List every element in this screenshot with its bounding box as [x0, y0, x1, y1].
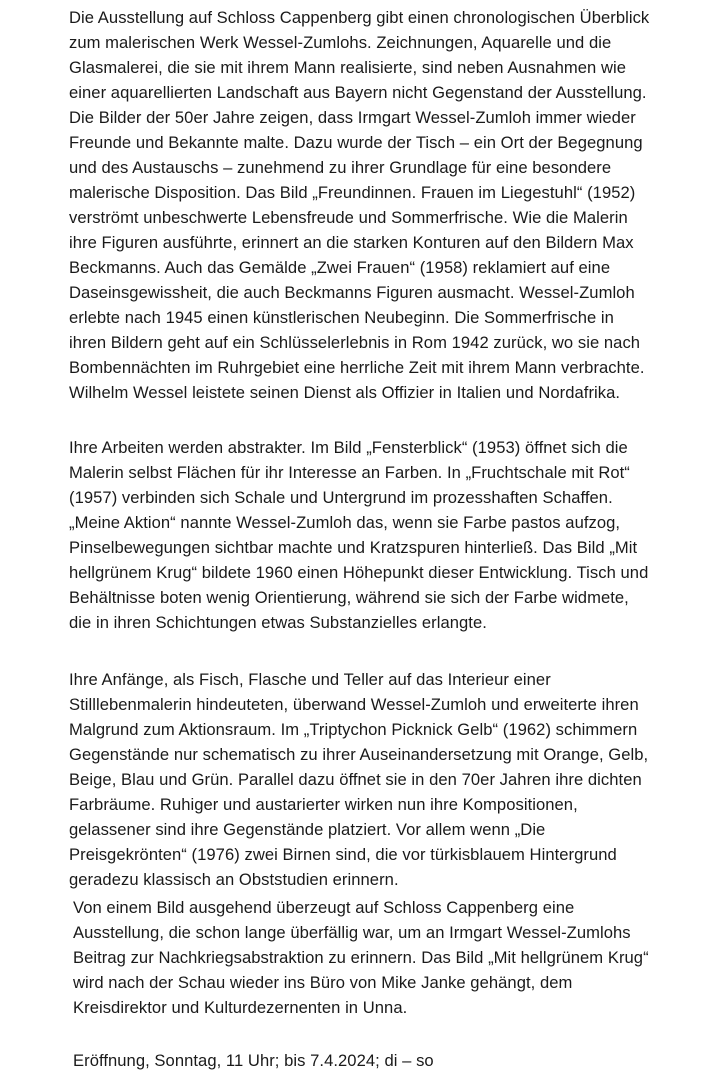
text-line: Die Bilder der 50er Jahre zeigen, dass Irmgart Wessel-Zumloh immer wieder — [69, 108, 636, 127]
text-line: Wilhelm Wessel leistete seinen Dienst als Offizier in Italien und Nordafrika. — [69, 383, 621, 402]
text-line: Von einem Bild ausgehend überzeugt auf Schloss Cappenberg eine — [73, 898, 575, 917]
text-line: zum malerischen Werk Wessel-Zumlohs. Zeichnungen, Aquarelle und die — [69, 33, 612, 52]
text-line: die in ihren Schichtungen etwas Substanzielles erlangte. — [69, 613, 487, 632]
text-line: Ihre Anfänge, als Fisch, Flasche und Teller auf das Interieur einer — [69, 670, 551, 689]
opening-hours-line: Eröffnung, Sonntag, 11 Uhr; bis 7.4.2024; di – so — [73, 1051, 434, 1070]
text-line: geradezu klassisch an Obststudien erinnern. — [69, 870, 399, 889]
text-line: Glasmalerei, die sie mit ihrem Mann realisierte, sind neben Ausnahmen wie — [69, 58, 627, 77]
text-line: Beitrag zur Nachkriegsabstraktion zu erinnern. Das Bild „Mit hellgrünem Krug“ — [73, 948, 649, 967]
text-line: „Meine Aktion“ nannte Wessel-Zumloh das, wenn sie Farbe pastos aufzog, — [69, 513, 621, 532]
text-line: Pinselbewegungen sichtbar machte und Kratzspuren hinterließ. Das Bild „Mit — [69, 538, 638, 557]
text-line: Malerin selbst Flächen für ihr Interesse an Farben. In „Fruchtschale mit Rot“ — [69, 463, 630, 482]
text-line: verströmt unbeschwerte Lebensfreude und Sommerfrische. Wie die Malerin — [69, 208, 628, 227]
text-line: Bombennächten im Ruhrgebiet eine herrliche Zeit mit ihrem Mann verbrachte. — [69, 358, 645, 377]
text-line: gelassener sind ihre Gegenstände platziert. Vor allem wenn „Die — [69, 820, 546, 839]
text-line: Stilllebenmalerin hindeuteten, überwand Wessel-Zumloh und erweiterte ihren — [69, 695, 639, 714]
text-line: Daseinsgewissheit, die auch Beckmanns Figuren ausmacht. Wessel-Zumloh — [69, 283, 635, 302]
text-line: ihren Bildern geht auf ein Schlüsselerlebnis in Rom 1942 zurück, wo sie nach — [69, 333, 641, 352]
text-line: und des Austauschs – zunehmend zu ihrer Grundlage für eine besondere — [69, 158, 612, 177]
text-line: einer aquarellierten Landschaft aus Bayern nicht Gegenstand der Ausstellung. — [69, 83, 647, 102]
text-line: Kreisdirektor und Kulturdezernenten in Unna. — [73, 998, 408, 1017]
text-line: hellgrünem Krug“ bildete 1960 einen Höhepunkt dieser Entwicklung. Tisch und — [69, 563, 649, 582]
text-line: Die Ausstellung auf Schloss Cappenberg gibt einen chronologischen Überblick — [69, 8, 650, 27]
text-line: Behältnisse boten wenig Orientierung, während sie sich der Farbe widmete, — [69, 588, 629, 607]
text-line: Ihre Arbeiten werden abstrakter. Im Bild „Fensterblick“ (1953) öffnet sich die — [69, 438, 628, 457]
text-line: erlebte nach 1945 einen künstlerischen Neubeginn. Die Sommerfrische in — [69, 308, 614, 327]
text-line: malerische Disposition. Das Bild „Freundinnen. Frauen im Liegestuhl“ (1952) — [69, 183, 636, 202]
text-line: Beckmanns. Auch das Gemälde „Zwei Frauen“ (1958) reklamiert auf eine — [69, 258, 611, 277]
text-line: Malgrund zum Aktionsraum. Im „Triptychon Picknick Gelb“ (1962) schimmern — [69, 720, 638, 739]
text-line: Freunde und Bekannte malte. Dazu wurde der Tisch – ein Ort der Begegnung — [69, 133, 643, 152]
text-line: wird nach der Schau wieder ins Büro von Mike Janke gehängt, dem — [73, 973, 573, 992]
text-line: (1957) verbinden sich Schale und Untergrund im prozesshaften Schaffen. — [69, 488, 613, 507]
text-line: Gegenstände nur schematisch zu ihrer Auseinandersetzung mit Orange, Gelb, — [69, 745, 649, 764]
text-line: Farbräume. Ruhiger und austarierter wirken nun ihre Kompositionen, — [69, 795, 578, 814]
text-line: Beige, Blau und Grün. Parallel dazu öffnet sie in den 70er Jahren ihre dichten — [69, 770, 642, 789]
text-line: ihre Figuren ausführte, erinnert an die starken Konturen auf den Bildern Max — [69, 233, 634, 252]
text-line: Ausstellung, die schon lange überfällig war, um an Irmgart Wessel-Zumlohs — [73, 923, 631, 942]
text-line: Preisgekrönten“ (1976) zwei Birnen sind, die vor türkisblauem Hintergrund — [69, 845, 617, 864]
